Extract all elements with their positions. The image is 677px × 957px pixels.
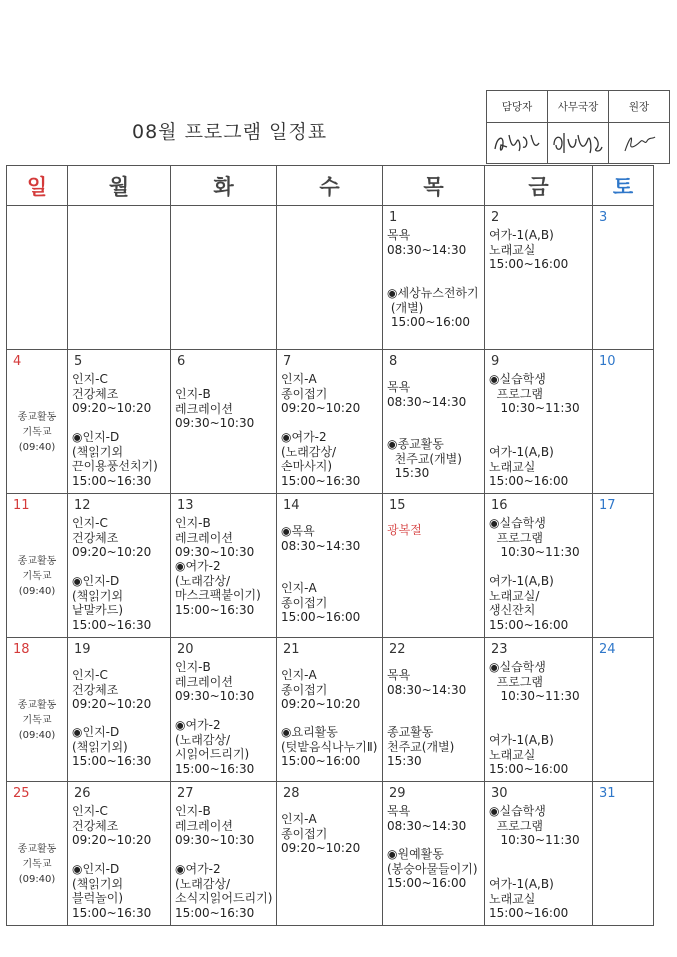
day-cell (277, 350, 383, 494)
day-number: 3 (599, 210, 608, 225)
event-line: 15:00~16:00 (281, 754, 361, 768)
weekday-wed: 수 (277, 166, 383, 206)
approval-header-manager: 담당자 (487, 91, 548, 123)
event-line: 프로그램 (489, 386, 543, 401)
event-line: 종교활동 (387, 725, 434, 739)
week-row (7, 494, 654, 638)
event-line: 노래교실 (489, 747, 536, 762)
day-cell (68, 782, 171, 926)
event-line: 레크레이션 (175, 530, 233, 545)
event-line: (노래감상/ (175, 732, 231, 747)
program-event (281, 581, 380, 625)
day-cell (7, 638, 68, 782)
event-line: 15:00~16:30 (72, 617, 152, 632)
day-cell (383, 638, 485, 782)
sunday-event (7, 842, 67, 887)
event-line: 프로그램 (489, 818, 543, 833)
signature-director-icon (611, 125, 667, 159)
event-line: ◉세상뉴스전하기 (387, 286, 479, 300)
day-cell (68, 350, 171, 494)
program-event (387, 725, 482, 769)
day-cell (485, 206, 593, 350)
event-line: ◉인지-D (72, 574, 120, 588)
event-line: 목욕 (387, 380, 411, 394)
event-line: 09:20~10:20 (281, 401, 361, 415)
day-cell (171, 782, 277, 926)
sunday-event-line: (09:40) (18, 442, 56, 453)
day-number: 9 (491, 354, 500, 369)
event-line: 09:20~10:20 (281, 697, 361, 711)
event-line: 15:00~16:00 (489, 474, 569, 488)
day-number: 24 (599, 642, 616, 657)
program-event (175, 516, 274, 560)
week-row (7, 782, 654, 926)
week-row (7, 350, 654, 494)
event-line: 인지-A (281, 668, 317, 682)
event-line: 건강체조 (72, 682, 119, 697)
signature-secretary (548, 123, 609, 164)
event-line: 15:00~16:30 (72, 754, 152, 768)
event-line: 10:30~11:30 (489, 833, 580, 847)
event-line: 노래교실 (489, 242, 536, 257)
program-event (72, 516, 168, 560)
day-number: 16 (491, 498, 508, 513)
event-line: 프로그램 (489, 530, 543, 545)
event-line: 시읽어드리기) (175, 747, 250, 761)
sunday-event (7, 698, 67, 743)
event-line: 목욕 (387, 668, 411, 682)
event-line: 인지-A (281, 581, 317, 595)
weekday-thu: 목 (383, 166, 485, 206)
program-event (175, 804, 274, 848)
event-line: (노래감상/ (175, 876, 231, 891)
program-event (175, 718, 274, 776)
event-line: 레크레이션 (175, 401, 233, 416)
sunday-event-line: 종교활동 (17, 844, 57, 855)
event-line: (책읽기외 (72, 444, 124, 459)
sunday-event-line: 기독교 (22, 859, 52, 870)
event-line: 노래교실 (489, 459, 536, 474)
event-line: 인지-C (72, 668, 108, 682)
program-event (489, 804, 590, 848)
event-line: 15:00~16:30 (175, 602, 255, 617)
day-cell (7, 206, 68, 350)
day-cell (485, 638, 593, 782)
event-line: (책읽기외 (72, 588, 124, 603)
event-line: 08:30~14:30 (387, 394, 467, 409)
day-number: 15 (389, 498, 406, 513)
day-number: 29 (389, 786, 406, 801)
event-line: ◉여가-2 (175, 718, 221, 732)
day-number: 11 (13, 498, 30, 513)
event-line: 09:20~10:20 (281, 841, 361, 855)
program-event (489, 733, 590, 777)
event-line: 09:30~10:30 (175, 416, 255, 430)
day-number: 12 (74, 498, 91, 513)
event-line: 15:00~16:00 (387, 876, 467, 890)
event-line: 인지-A (281, 812, 317, 826)
event-line: 목욕 (387, 228, 411, 242)
event-line: 종이접기 (281, 682, 328, 697)
event-line: 인지-C (72, 372, 108, 386)
event-line: ◉원예활동 (387, 847, 444, 861)
program-event (72, 862, 168, 920)
program-event (489, 660, 590, 704)
program-event (489, 445, 590, 489)
weekday-tue: 화 (171, 166, 277, 206)
event-line: 블럭놀이) (72, 891, 124, 905)
program-event (281, 430, 380, 488)
event-line: 마스크팩붙이기) (175, 588, 261, 602)
day-number: 2 (491, 210, 500, 225)
event-line: 09:30~10:30 (175, 833, 255, 847)
program-event (489, 877, 590, 921)
program-event (489, 372, 590, 416)
signature-manager-icon (489, 125, 545, 159)
day-cell (593, 638, 654, 782)
program-event (72, 725, 168, 769)
day-number: 5 (74, 354, 83, 369)
program-event (281, 725, 380, 769)
event-line: 목욕 (387, 804, 411, 818)
event-line: 09:20~10:20 (72, 545, 152, 559)
event-line: 인지-A (281, 372, 317, 386)
day-cell (383, 206, 485, 350)
weekday-sat: 토 (593, 166, 654, 206)
event-line: (노래감상/ (281, 444, 337, 459)
sunday-event-line: 종교활동 (17, 700, 57, 711)
event-line: 천주교(개별) (387, 451, 462, 466)
day-cell (593, 782, 654, 926)
event-line: (텃밭음식나누기Ⅱ) (281, 739, 378, 754)
program-event (387, 228, 482, 257)
day-number: 1 (389, 210, 398, 225)
sunday-event-line: (09:40) (18, 730, 56, 741)
event-line: 15:00~16:00 (387, 315, 471, 329)
event-line: 종이접기 (281, 386, 328, 401)
day-cell (7, 782, 68, 926)
event-line: 프로그램 (489, 674, 543, 689)
event-line: ◉여가-2 (281, 430, 327, 444)
event-line: ◉실습학생 (489, 372, 546, 386)
program-event (72, 668, 168, 712)
program-event (387, 380, 482, 409)
event-line: 레크레이션 (175, 674, 233, 689)
program-event (175, 559, 274, 617)
event-line: 노래교실 (489, 891, 536, 906)
calendar-table (6, 165, 654, 926)
event-line: ◉여가-2 (175, 862, 221, 876)
event-line: 15:00~16:00 (489, 762, 569, 776)
day-cell (485, 782, 593, 926)
event-line: 인지-B (175, 516, 211, 530)
day-cell (171, 206, 277, 350)
event-line: 08:30~14:30 (387, 818, 467, 833)
day-cell (68, 206, 171, 350)
program-event (387, 847, 482, 891)
event-line: 10:30~11:30 (489, 545, 580, 559)
day-number: 21 (283, 642, 300, 657)
event-line: 인지-C (72, 516, 108, 530)
approval-box (486, 90, 670, 164)
event-line: 생신잔치 (489, 603, 536, 617)
day-cell (383, 350, 485, 494)
day-number: 27 (177, 786, 194, 801)
program-event (387, 286, 482, 330)
event-line: 인지-B (175, 387, 211, 401)
event-line: 여가-1(A,B) (489, 445, 554, 459)
event-line: 인지-B (175, 804, 211, 818)
approval-header-secretary: 사무국장 (548, 91, 609, 123)
event-line: 여가-1(A,B) (489, 733, 554, 747)
event-line: 인지-C (72, 804, 108, 818)
sunday-event-line: 기독교 (22, 715, 52, 726)
sunday-event-line: 기독교 (22, 571, 52, 582)
holiday-label: 광복절 (387, 523, 422, 537)
event-line: 09:20~10:20 (72, 401, 152, 415)
event-line: 15:00~16:30 (72, 905, 152, 920)
weekday-mon: 월 (68, 166, 171, 206)
sunday-event (7, 410, 67, 455)
day-number: 20 (177, 642, 194, 657)
event-line: ◉요리활동 (281, 725, 338, 739)
event-line: 09:20~10:20 (72, 697, 152, 711)
day-number: 18 (13, 642, 30, 657)
page-title: 08월 프로그램 일정표 (132, 121, 328, 143)
weekday-fri: 금 (485, 166, 593, 206)
approval-header-director: 원장 (609, 91, 670, 123)
day-number: 17 (599, 498, 616, 513)
event-line: 노래교실/ (489, 588, 540, 603)
event-line: (봉숭아물들이기) (387, 861, 478, 876)
event-line: 15:00~16:00 (489, 906, 569, 920)
program-event (72, 430, 168, 488)
program-event (175, 660, 274, 704)
signature-secretary-icon (550, 125, 606, 159)
sunday-event-line: 종교활동 (17, 412, 57, 423)
day-cell (171, 638, 277, 782)
day-number: 6 (177, 354, 186, 369)
day-cell (277, 494, 383, 638)
day-number: 22 (389, 642, 406, 657)
event-line: 08:30~14:30 (281, 538, 361, 553)
day-number: 19 (74, 642, 91, 657)
event-line: ◉종교활동 (387, 437, 444, 451)
program-event (387, 437, 482, 481)
event-line: 15:00~16:30 (281, 473, 361, 488)
event-line: 종이접기 (281, 826, 328, 841)
event-line: ◉실습학생 (489, 516, 546, 530)
day-number: 10 (599, 354, 616, 369)
event-line: 10:30~11:30 (489, 689, 580, 703)
program-event (489, 574, 590, 632)
day-cell (171, 494, 277, 638)
event-line: 인지-B (175, 660, 211, 674)
day-cell (68, 494, 171, 638)
day-number: 7 (283, 354, 292, 369)
day-number: 14 (283, 498, 300, 513)
day-cell (7, 494, 68, 638)
sunday-event (7, 554, 67, 599)
event-line: ◉인지-D (72, 862, 120, 876)
program-event (489, 516, 590, 560)
event-line: 08:30~14:30 (387, 242, 467, 257)
day-cell (68, 638, 171, 782)
event-line: 10:30~11:30 (489, 401, 580, 415)
program-event (489, 228, 590, 272)
event-line: 15:00~16:00 (489, 617, 569, 632)
weekday-header-row (7, 166, 654, 206)
event-line: 손마사지) (281, 459, 333, 473)
event-line: 여가-1(A,B) (489, 574, 554, 588)
day-cell (593, 494, 654, 638)
event-line: ◉실습학생 (489, 660, 546, 674)
event-line: 건강체조 (72, 818, 119, 833)
day-number: 13 (177, 498, 194, 513)
signature-manager (487, 123, 548, 164)
day-cell (7, 350, 68, 494)
event-line: ◉인지-D (72, 725, 120, 739)
event-line: (노래감상/ (175, 573, 231, 588)
event-line: 여가-1(A,B) (489, 228, 554, 242)
event-line: 종이접기 (281, 595, 328, 610)
day-cell (593, 350, 654, 494)
day-cell (383, 494, 485, 638)
day-number: 23 (491, 642, 508, 657)
event-line: 소식지읽어드리기) (175, 891, 273, 905)
sunday-event-line: 종교활동 (17, 556, 57, 567)
event-line: 낱말카드) (72, 603, 124, 617)
program-event (72, 372, 168, 416)
sunday-event-line: (09:40) (18, 586, 56, 597)
day-cell (485, 494, 593, 638)
event-line: 레크레이션 (175, 818, 233, 833)
event-line: (개별) (387, 300, 424, 315)
event-line: 09:20~10:20 (72, 833, 152, 847)
program-event (175, 387, 274, 431)
event-line: 15:00~16:00 (489, 257, 569, 271)
day-cell (277, 638, 383, 782)
weekday-sun: 일 (7, 166, 68, 206)
day-cell (485, 350, 593, 494)
event-line: 15:00~16:30 (175, 905, 255, 920)
event-line: (책읽기외 (72, 876, 124, 891)
event-line: ◉인지-D (72, 430, 120, 444)
event-line: 09:30~10:30 (175, 689, 255, 703)
event-line: 15:00~16:30 (72, 473, 152, 488)
program-event (281, 372, 380, 416)
day-cell (383, 782, 485, 926)
event-line: 건강체조 (72, 530, 119, 545)
day-number: 25 (13, 786, 30, 801)
program-event (281, 812, 380, 856)
program-event (387, 804, 482, 833)
event-line: 천주교(개별) (387, 739, 455, 754)
signature-director (609, 123, 670, 164)
event-line: 15:30 (387, 466, 430, 480)
day-cell (277, 206, 383, 350)
day-number: 26 (74, 786, 91, 801)
day-cell (593, 206, 654, 350)
event-line: 여가-1(A,B) (489, 877, 554, 891)
event-line: (책읽기외) (72, 739, 128, 754)
day-number: 8 (389, 354, 398, 369)
program-event (387, 668, 482, 697)
sunday-event-line: 기독교 (22, 427, 52, 438)
week-row (7, 638, 654, 782)
event-line: 15:00~16:00 (281, 610, 361, 624)
program-event (72, 574, 168, 632)
day-cell (277, 782, 383, 926)
program-event (175, 862, 274, 920)
day-number: 30 (491, 786, 508, 801)
event-line: 09:30~10:30 (175, 545, 255, 559)
day-number: 4 (13, 354, 22, 369)
event-line: 08:30~14:30 (387, 682, 467, 697)
event-line: ◉여가-2 (175, 559, 221, 573)
event-line: ◉실습학생 (489, 804, 546, 818)
event-line: 건강체조 (72, 386, 119, 401)
sunday-event-line: (09:40) (18, 874, 56, 885)
program-event (281, 524, 380, 553)
program-event (281, 668, 380, 712)
day-number: 28 (283, 786, 300, 801)
event-line: 끈이용풍선치기) (72, 459, 158, 473)
event-line: 15:30 (387, 754, 422, 768)
day-cell (171, 350, 277, 494)
event-line: 15:00~16:30 (175, 761, 255, 776)
day-number: 31 (599, 786, 616, 801)
program-event (72, 804, 168, 848)
week-row (7, 206, 654, 350)
event-line: ◉목욕 (281, 524, 315, 538)
